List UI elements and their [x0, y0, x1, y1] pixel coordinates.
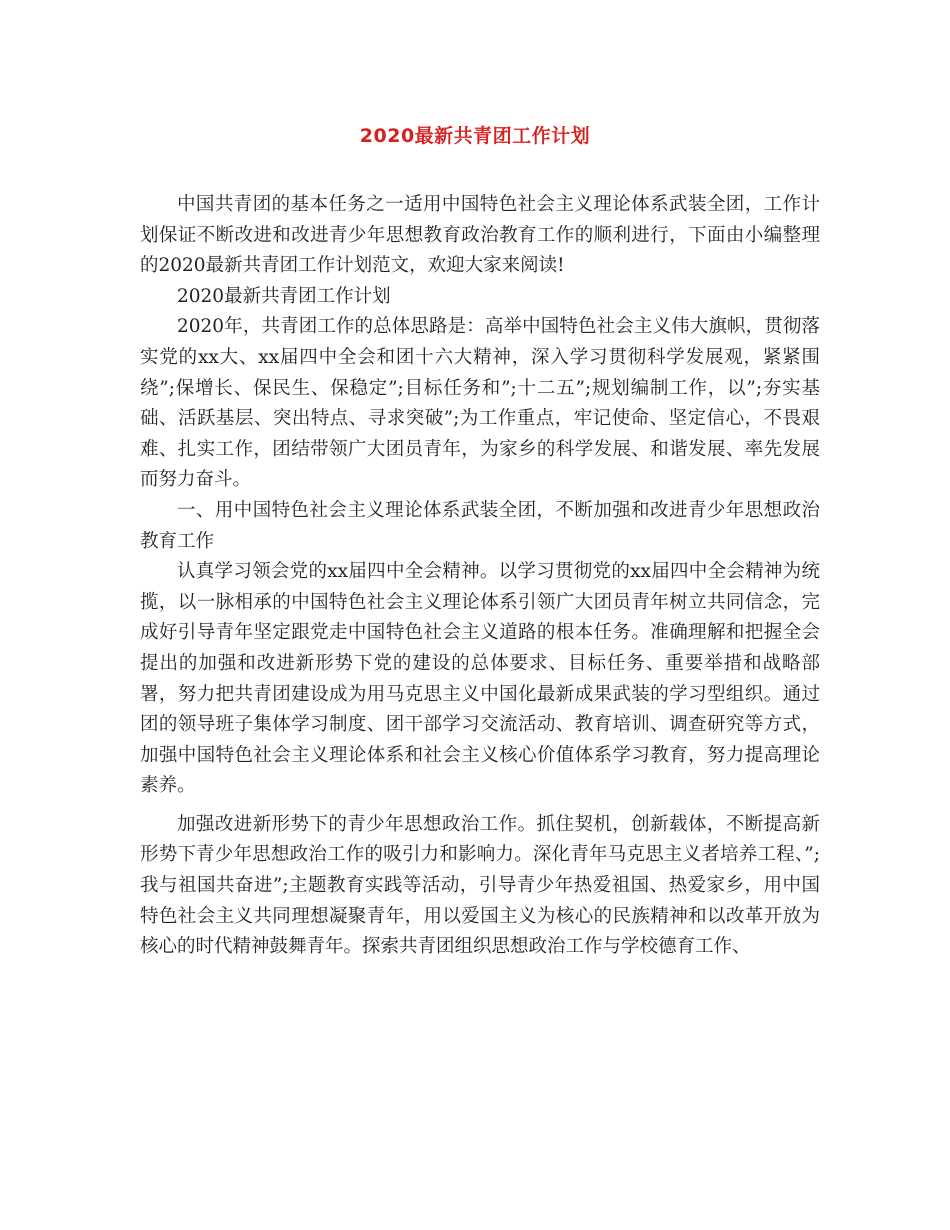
- paragraph-ideological-work: 加强改进新形势下的青少年思想政治工作。抓住契机，创新载体，不断提高新形势下青少年思想政治工作的吸引力和影响力。深化青年马克思主义者培养工程、”;我与祖国共奋进”;主题教育实践等活动，引导青少年热爱祖国、热爱家乡，用中国特色社会主义共同理想凝聚青年，用以爱国主义为核心的民族精神和以改革开放为核心的时代精神鼓舞青年。探索共青团组织思想政治工作与学校德育工作、: [140, 813, 820, 958]
- section-heading-one: 一、用中国特色社会主义理论体系武装全团，不断加强和改进青少年思想政治教育工作: [140, 499, 820, 552]
- paragraph-overall-plan: 2020年，共青团工作的总体思路是：高举中国特色社会主义伟大旗帜，贯彻落实党的xx大、xx届四中全会和团十六大精神，深入学习贯彻科学发展观，紧紧围绕”;保增长、保民生、保稳定”;目标任务和”;十二五”;规划编制工作，以”;夯实基础、活跃基层、突出特点、寻求突破”;为工作重点，牢记使命、坚定信心，不畏艰难、扎实工作，团结带领广大团员青年，为家乡的科学发展、和谐发展、率先发展而努力奋斗。: [140, 316, 820, 491]
- paragraph-intro: 中国共青团的基本任务之一适用中国特色社会主义理论体系武装全团，工作计划保证不断改进和改进青少年思想教育政治教育工作的顺利进行，下面由小编整理的2020最新共青团工作计划范文，欢迎大家来阅读!: [140, 194, 820, 277]
- paragraph-subtitle: 2020最新共青团工作计划: [177, 285, 391, 307]
- document-title: 2020最新共青团工作计划: [359, 125, 591, 147]
- document-body: [140, 190, 820, 963]
- paragraph-study-spirit: 认真学习领会党的xx届四中全会精神。以学习贯彻党的xx届四中全会精神为统揽，以一脉相承的中国特色社会主义理论体系引领广大团员青年树立共同信念，完成好引导青年坚定跟党走中国特色社会主义道路的根本任务。准确理解和把握全会提出的加强和改进新形势下党的建设的总体要求、目标任务、重要举措和战略部署，努力把共青团建设成为用马克思主义中国化最新成果武装的学习型组织。通过团的领导班子集体学习制度、团干部学习交流活动、教育培训、调查研究等方式，加强中国特色社会主义理论体系和社会主义核心价值体系学习教育，努力提高理论素养。: [140, 561, 820, 797]
